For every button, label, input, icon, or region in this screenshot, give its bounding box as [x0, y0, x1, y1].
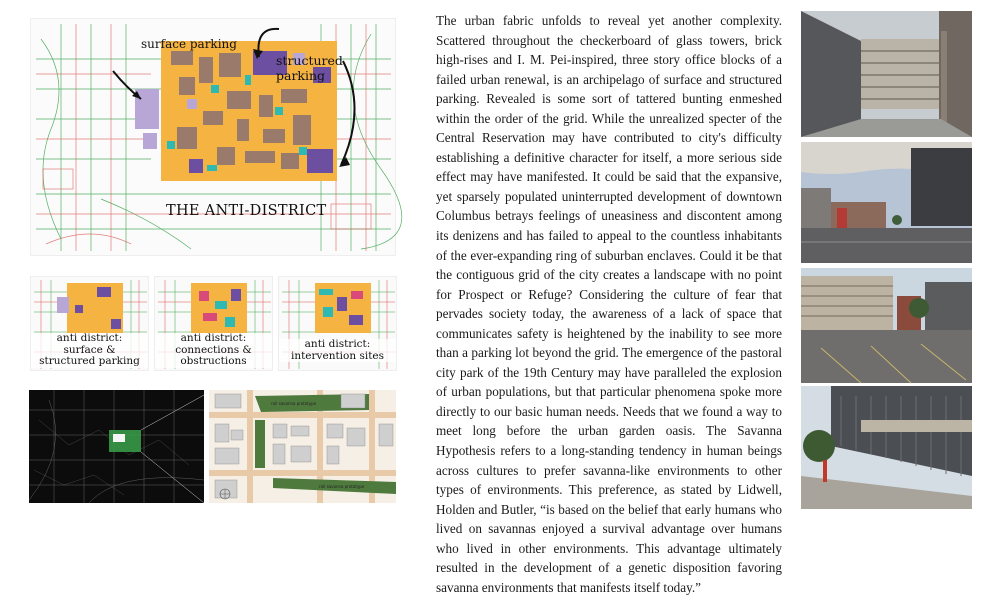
- caption-line: structured parking: [39, 355, 140, 367]
- essay-body: The urban fabric unfolds to reveal yet another complexity. Scattered throughout the checkerboard of glass towers, brick high-rises and I. M. Pei-inspired, three story office blocks of a failed urban renewal, is an archipelago of surface and structured parking. Revealed is some sort of tattered bunting enmeshed within the order of the grid. While the unrealized specter of the Central Reservation may have contributed to city's difficulty establishing a definitive character for itself, a more serious side effect may have manifested. It could be said that the expansive, yet sparsely populated uninterrupted development of downtown Columbus betrays feelings of uneasiness and discontent among its denizens and has failed to appeal to the countless inhabitants of the ever-expanding ring of suburban enclaves. Could it be that the contiguous grid of the city creates a landscape with no point for Prospect or Refuge? Considering the culture of fear that pervades society today, the awareness of a lack of space that communicates safety is heightened by the inability to see more than a parking lot beyond the grid. The emergence of the pastoral city park of the 19th Century may have paralleled the explosion of urban populations, but that particular phenomena spoke more directly to our basic human needs. Needs that we found a way to meet long before the urban garden oasis. The Savanna Hypothesis refers to a long-standing tendency in human beings across cultures to prefer savanna-like environments to other types of environments. This preference, as stated by Lidwell, Holden and Butler, “is based on the belief that early humans who lived on savannas enjoyed a survival advantage over humans who lived in other environments. This advantage ultimately resulted in the development of a genetic disposition favoring savanna environments that manifests itself today.”: [436, 13, 782, 595]
- site-plan: [209, 390, 396, 503]
- photo-street-skyline-drawing: [801, 142, 972, 263]
- structured-parking-label-line1: structured: [276, 53, 343, 68]
- caption-line: anti district:: [304, 338, 371, 350]
- aerial-context-map: [29, 390, 204, 503]
- caption-line: anti district:: [180, 332, 247, 344]
- photo-parking-garage: [801, 11, 972, 137]
- thumbnail-caption: [31, 333, 148, 368]
- caption-line: anti district:: [56, 332, 123, 344]
- caption-line: connections &: [175, 343, 252, 356]
- photo-street-skyline: [801, 142, 972, 263]
- photo-parking-garage-drawing: [801, 11, 972, 137]
- aerial-context-map-drawing: [29, 390, 204, 503]
- thumbnail-caption: [279, 339, 396, 362]
- photo-parking-lot: [801, 268, 972, 383]
- site-plan-label-top: rail savanna prototype: [271, 401, 317, 406]
- photo-sidewalk: [801, 386, 972, 509]
- surface-parking-label: surface parking: [141, 37, 237, 51]
- thumbnail-intervention-sites: [278, 276, 397, 371]
- site-plan-label-bottom: rail savanna prototype: [319, 484, 365, 489]
- caption-line: surface &: [63, 343, 116, 356]
- caption-line: intervention sites: [290, 349, 385, 362]
- caption-line: obstructions: [180, 355, 247, 367]
- thumbnail-surface-structured: [30, 276, 149, 371]
- structured-parking-label-line2: parking: [276, 68, 326, 83]
- photo-sidewalk-drawing: [801, 386, 972, 509]
- anti-district-map: [30, 18, 396, 256]
- photo-parking-lot-drawing: [801, 268, 972, 383]
- thumbnail-connections-obstructions: [154, 276, 273, 371]
- anti-district-title: THE ANTI-DISTRICT: [166, 203, 327, 219]
- structured-parking-label: [276, 53, 343, 83]
- site-plan-drawing: [209, 390, 396, 503]
- thumbnail-caption: [155, 333, 272, 368]
